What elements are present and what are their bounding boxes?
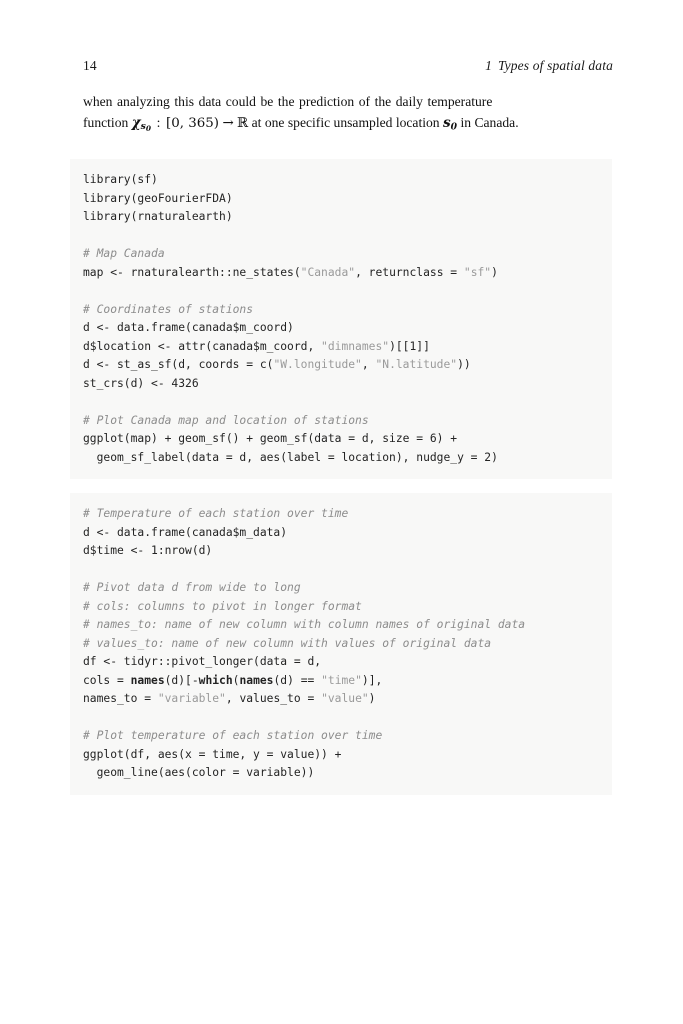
math-arrow: → — [222, 115, 234, 131]
body-line-1: when analyzing this data could be the prediction of the daily temperature — [83, 94, 493, 109]
code-token: , — [361, 358, 376, 372]
code-comment: # names_to: name of new column with column names of original data — [83, 618, 526, 632]
code-line — [83, 301, 612, 320]
code-function-name: names — [130, 673, 165, 687]
code-string: "dimnames" — [321, 339, 390, 353]
code-token: ggplot(map) + geom_sf() + geom_sf(data = d, size = 6) + — [83, 432, 458, 446]
code-line — [83, 505, 612, 524]
code-line — [83, 579, 612, 598]
code-line — [83, 393, 612, 412]
code-line — [83, 338, 612, 357]
code-block-temperature-plot — [70, 493, 612, 795]
code-token: (d) == — [273, 673, 322, 687]
code-line — [83, 208, 612, 227]
code-line — [83, 264, 612, 283]
code-token: )], — [361, 673, 383, 687]
code-comment: # Pivot data d from wide to long — [83, 581, 301, 595]
math-colon: : — [156, 114, 161, 130]
code-token: (d)[- — [164, 673, 199, 687]
code-token: map <- rnaturalearth::ne_states( — [83, 265, 301, 279]
code-comment: # values_to: name of new column with values of original data — [83, 636, 492, 650]
code-line — [83, 653, 612, 672]
code-string: "value" — [321, 692, 369, 706]
code-token: cols = — [83, 673, 131, 687]
code-line — [83, 282, 612, 301]
body-line-2-end: in Canada. — [460, 114, 519, 130]
code-token: geom_sf_label(data = d, aes(label = location), nudge_y = 2) — [83, 450, 498, 464]
page-number: 14 — [83, 58, 97, 73]
code-token: ggplot(df, aes(x = time, y = value)) + — [83, 747, 342, 761]
code-line — [83, 227, 612, 246]
code-token: library(rnaturalearth) — [83, 210, 233, 224]
math-s0: $s_0$ — [443, 114, 458, 133]
code-line — [83, 412, 612, 431]
code-comment: # cols: columns to pivot in longer format — [83, 599, 362, 613]
code-comment: # Temperature of each station over time — [83, 507, 349, 521]
code-string: "time" — [321, 673, 362, 687]
code-string: "variable" — [157, 692, 226, 706]
code-line — [83, 672, 612, 691]
code-comment: # Plot Canada map and location of stations — [83, 413, 369, 427]
body-paragraph — [83, 92, 614, 139]
code-line — [83, 190, 612, 209]
code-token: d <- data.frame(canada$m_data) — [83, 525, 288, 539]
code-comment: # Plot temperature of each station over time — [83, 729, 383, 743]
code-line — [83, 598, 612, 617]
code-line — [83, 561, 612, 580]
code-token: , values_to = — [225, 692, 322, 706]
code-string: "sf" — [463, 265, 492, 279]
math-chi: $\chi_{s_0}$ — [131, 114, 152, 133]
chapter-title: Types of spatial data — [497, 58, 613, 73]
code-token: , returnclass = — [355, 265, 464, 279]
code-line — [83, 746, 612, 765]
code-line — [83, 319, 612, 338]
chapter-number: 1 — [485, 58, 492, 73]
code-token: ) — [368, 692, 376, 706]
code-token: )) — [457, 358, 471, 372]
code-function-name: names — [239, 673, 274, 687]
code-block-map-setup — [70, 159, 612, 479]
code-string: "Canada" — [300, 265, 356, 279]
code-line — [83, 764, 612, 783]
math-interval: [0, 365) — [165, 115, 220, 131]
code-line — [83, 375, 612, 394]
code-line — [83, 524, 612, 543]
code-function-name: which — [198, 673, 233, 687]
code-token: ) — [491, 265, 498, 279]
code-token: d <- st_as_sf(d, coords = c( — [83, 358, 274, 372]
body-line-2-middle: at one specific unsampled location — [251, 114, 440, 130]
code-token: st_crs(d) <- 4326 — [83, 376, 199, 390]
running-head — [83, 58, 613, 74]
code-token: ( — [232, 673, 240, 687]
code-line — [83, 245, 612, 264]
code-line — [83, 449, 612, 468]
code-token: d <- data.frame(canada$m_coord) — [83, 321, 294, 335]
code-string: "N.latitude" — [375, 358, 458, 372]
code-line — [83, 709, 612, 728]
code-line — [83, 430, 612, 449]
code-comment: # Map Canada — [83, 247, 165, 261]
code-token: )[[1]] — [389, 339, 430, 353]
code-token: names_to = — [83, 692, 158, 706]
code-token: library(geoFourierFDA) — [83, 191, 233, 205]
code-line — [83, 727, 612, 746]
body-line-2-prefix: function — [83, 114, 129, 130]
code-token: df <- tidyr::pivot_longer(data = d, — [83, 655, 322, 669]
code-line — [83, 616, 612, 635]
code-line — [83, 542, 612, 561]
code-token: geom_line(aes(color = variable)) — [83, 766, 315, 780]
code-string: "W.longitude" — [273, 358, 362, 372]
code-token: d$location <- attr(canada$m_coord, — [83, 339, 322, 353]
code-line — [83, 635, 612, 654]
code-line — [83, 171, 612, 190]
running-head-title — [485, 58, 613, 74]
code-line — [83, 690, 612, 709]
body-line-2 — [83, 113, 614, 140]
code-line — [83, 356, 612, 375]
code-comment: # Coordinates of stations — [83, 302, 254, 316]
code-token: d$time <- 1:nrow(d) — [83, 544, 213, 558]
math-reals: ℝ — [237, 115, 249, 131]
code-token: library(sf) — [83, 173, 158, 187]
